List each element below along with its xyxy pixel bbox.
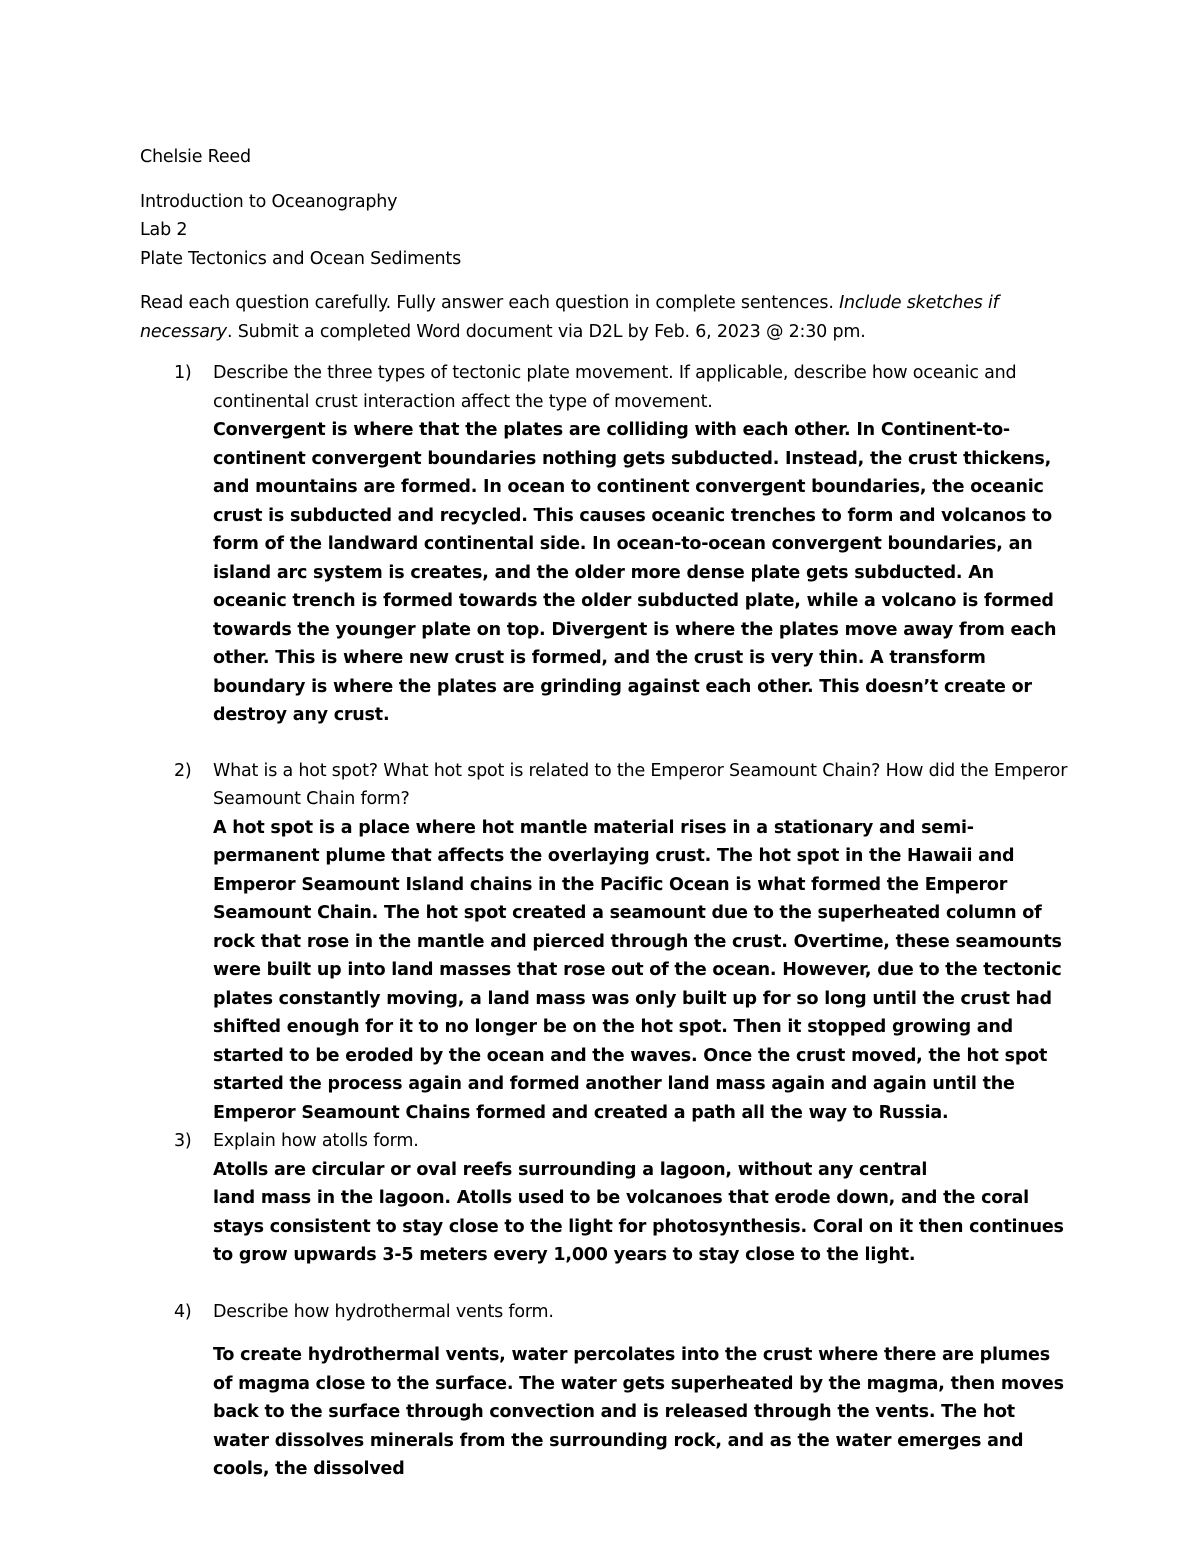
lab-number: Lab 2: [140, 220, 188, 240]
instructions-paragraph: [140, 289, 1060, 346]
question-item: [140, 1127, 1070, 1270]
lab-topic: Plate Tectonics and Ocean Sediments: [140, 248, 462, 269]
answer-text: land mass in the lagoon. Atolls used to be volcanoes that erode down, and the coral stays consistent to stay close to the light for photosynthesis. Coral on it then continues to grow upwards 3-5 meters every 1,000 years to stay close to the light.: [213, 1188, 1064, 1265]
question-item: [140, 359, 1070, 730]
question-text: Describe the three types of tectonic plate movement. If applicable, describe how oceanic and continental crust interaction affect the type of movement.: [213, 363, 1017, 412]
answer-text-line-1: Atolls are circular or oval reefs surrounding a lagoon, without any central: [213, 1159, 928, 1180]
answer-text: A hot spot is a place where hot mantle material rises in a stationary and semi-permanent plume that affects the overlaying crust. The hot spot in the Hawaii and Emperor Seamount Island chains in the Pacific Ocean is what formed the Emperor Seamount Chain. The hot spot created a seamount due to the superheated column of rock that rose in the mantle and pierced through the crust. Overtime, these seamounts were built up into land masses that rose out of the ocean. However, due to the tectonic plates constantly moving, a land mass was only built up for so long until the crust had shifted enough for it to no longer be on the hot spot. Then it stopped growing and started to be eroded by the ocean and the waves. Once the crust moved, the hot spot started the process again and formed another land mass again and again until the Emperor Seamount Chains formed and created a path all the way to Russia.: [213, 817, 1062, 1123]
question-list: [140, 359, 1070, 1484]
question-item: [140, 757, 1070, 1128]
question-item: [140, 1298, 1070, 1484]
question-number: 2): [174, 760, 192, 781]
instructions-italic: Include sketches if necessary: [140, 293, 999, 342]
question-text: What is a hot spot? What hot spot is related to the Emperor Seamount Chain? How did the Emperor Seamount Chain form?: [213, 760, 1068, 809]
question-text: Explain how atolls form.: [213, 1131, 419, 1151]
instructions-text-1: Read each question carefully. Fully answer each question in complete sentences.: [140, 293, 840, 313]
answer-text: To create hydrothermal vents, water percolates into the crust where there are plumes of magma close to the surface. The water gets superheated by the magma, then moves back to the surface through convection and is released through the vents. The hot water dissolves minerals from the surrounding rock, and as the water emerges and cools, the dissolved: [213, 1345, 1064, 1479]
question-number: 3): [174, 1131, 192, 1151]
author-name: Chelsie Reed: [140, 147, 251, 167]
instructions-text-2: . Submit a completed Word document via D2L by Feb. 6, 2023 @ 2:30 pm.: [226, 321, 866, 342]
question-text: Describe how hydrothermal vents form.: [213, 1301, 554, 1322]
answer-text: Convergent is where that the plates are colliding with each other. In Continent-to-continent convergent boundaries nothing gets subducted. Instead, the crust thickens, and mountains are formed. In ocean to continent convergent boundaries, the oceanic crust is subducted and recycled. This causes oceanic trenches to form and volcanos to form of the landward continental side. In ocean-to-ocean convergent boundaries, an island arc system is creates, and the older more dense plate gets subducted. An oceanic trench is formed towards the older subducted plate, while a volcano is formed towards the younger plate on top. Divergent is where the plates move away from each other. This is where new crust is formed, and the crust is very thin. A transform boundary is where the plates are grinding against each other. This doesn’t create or destroy any crust.: [213, 420, 1057, 725]
course-name: Introduction to Oceanography: [140, 191, 398, 212]
question-number: 4): [174, 1301, 192, 1322]
document-header: [140, 143, 1060, 346]
question-number: 1): [174, 363, 192, 383]
